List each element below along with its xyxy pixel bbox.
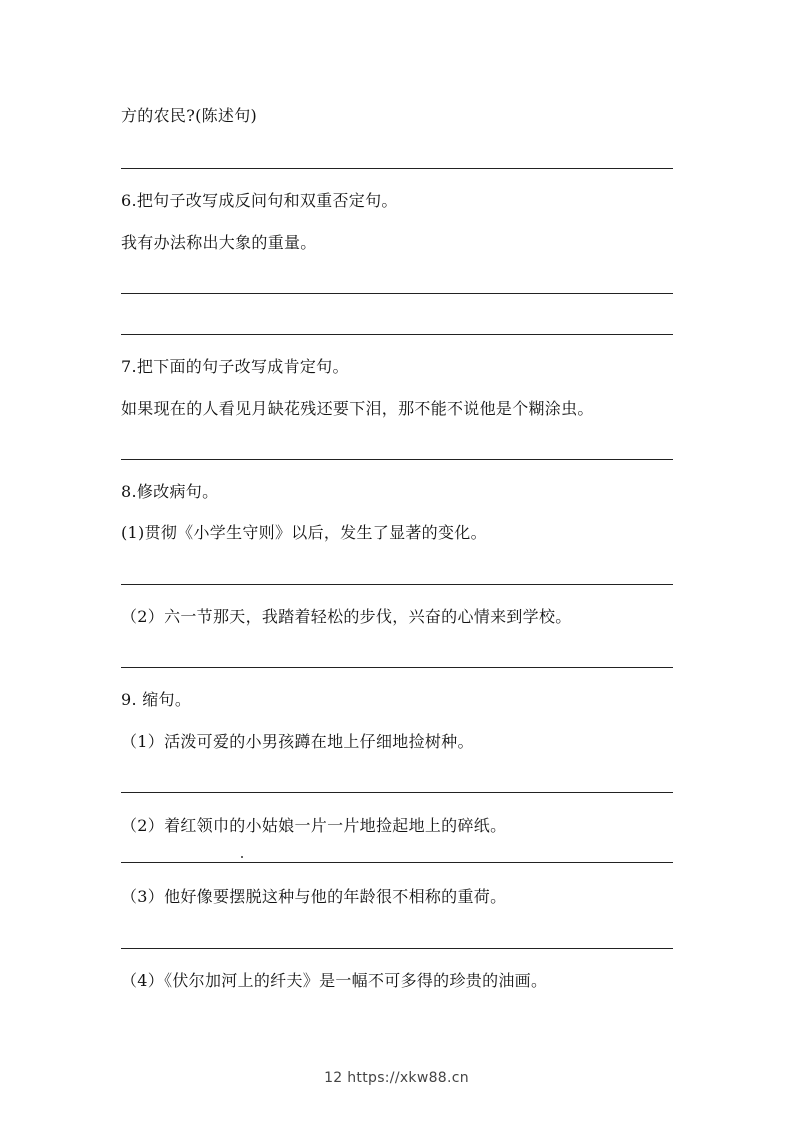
question-9-heading: 9. 缩句。 — [121, 690, 192, 709]
question-8-heading: 8.修改病句。 — [121, 482, 219, 501]
question-7-sentence: 如果现在的人看见月缺花残还要下泪，那不能不说他是个糊涂虫。 — [121, 399, 594, 418]
answer-line-6 — [121, 667, 673, 668]
stray-dot-mark — [241, 856, 243, 858]
answer-line-7 — [121, 792, 673, 793]
question-7-heading: 7.把下面的句子改写成肯定句。 — [121, 357, 349, 376]
answer-line-1 — [121, 168, 673, 169]
answer-line-3 — [121, 334, 673, 335]
answer-line-4 — [121, 459, 673, 460]
text-line-1: 方的农民?(陈述句) — [121, 106, 258, 125]
question-8-item-1: (1)贯彻《小学生守则》以后，发生了显著的变化。 — [121, 523, 487, 542]
page-footer — [0, 1070, 793, 1086]
question-9-item-4: （4）《伏尔加河上的纤夫》是一幅不可多得的珍贵的油画。 — [121, 971, 548, 990]
question-9-item-1: （1）活泼可爱的小男孩蹲在地上仔细地捡树种。 — [121, 732, 474, 751]
question-9-item-3: （3）他好像要摆脱这种与他的年龄很不相称的重荷。 — [121, 887, 507, 906]
answer-line-8 — [121, 862, 673, 863]
question-8-item-2: （2）六一节那天，我踏着轻松的步伐，兴奋的心情来到学校。 — [121, 607, 572, 626]
question-6-heading: 6.把句子改写成反问句和双重否定句。 — [121, 191, 398, 210]
answer-line-9 — [121, 948, 673, 949]
page-number: 12 — [324, 1070, 343, 1086]
answer-line-2 — [121, 293, 673, 294]
question-9-item-2: （2）着红领巾的小姑娘一片一片地捡起地上的碎纸。 — [121, 816, 507, 835]
question-6-sentence: 我有办法称出大象的重量。 — [121, 233, 317, 252]
footer-url: https://xkw88.cn — [347, 1070, 469, 1086]
answer-line-5 — [121, 584, 673, 585]
